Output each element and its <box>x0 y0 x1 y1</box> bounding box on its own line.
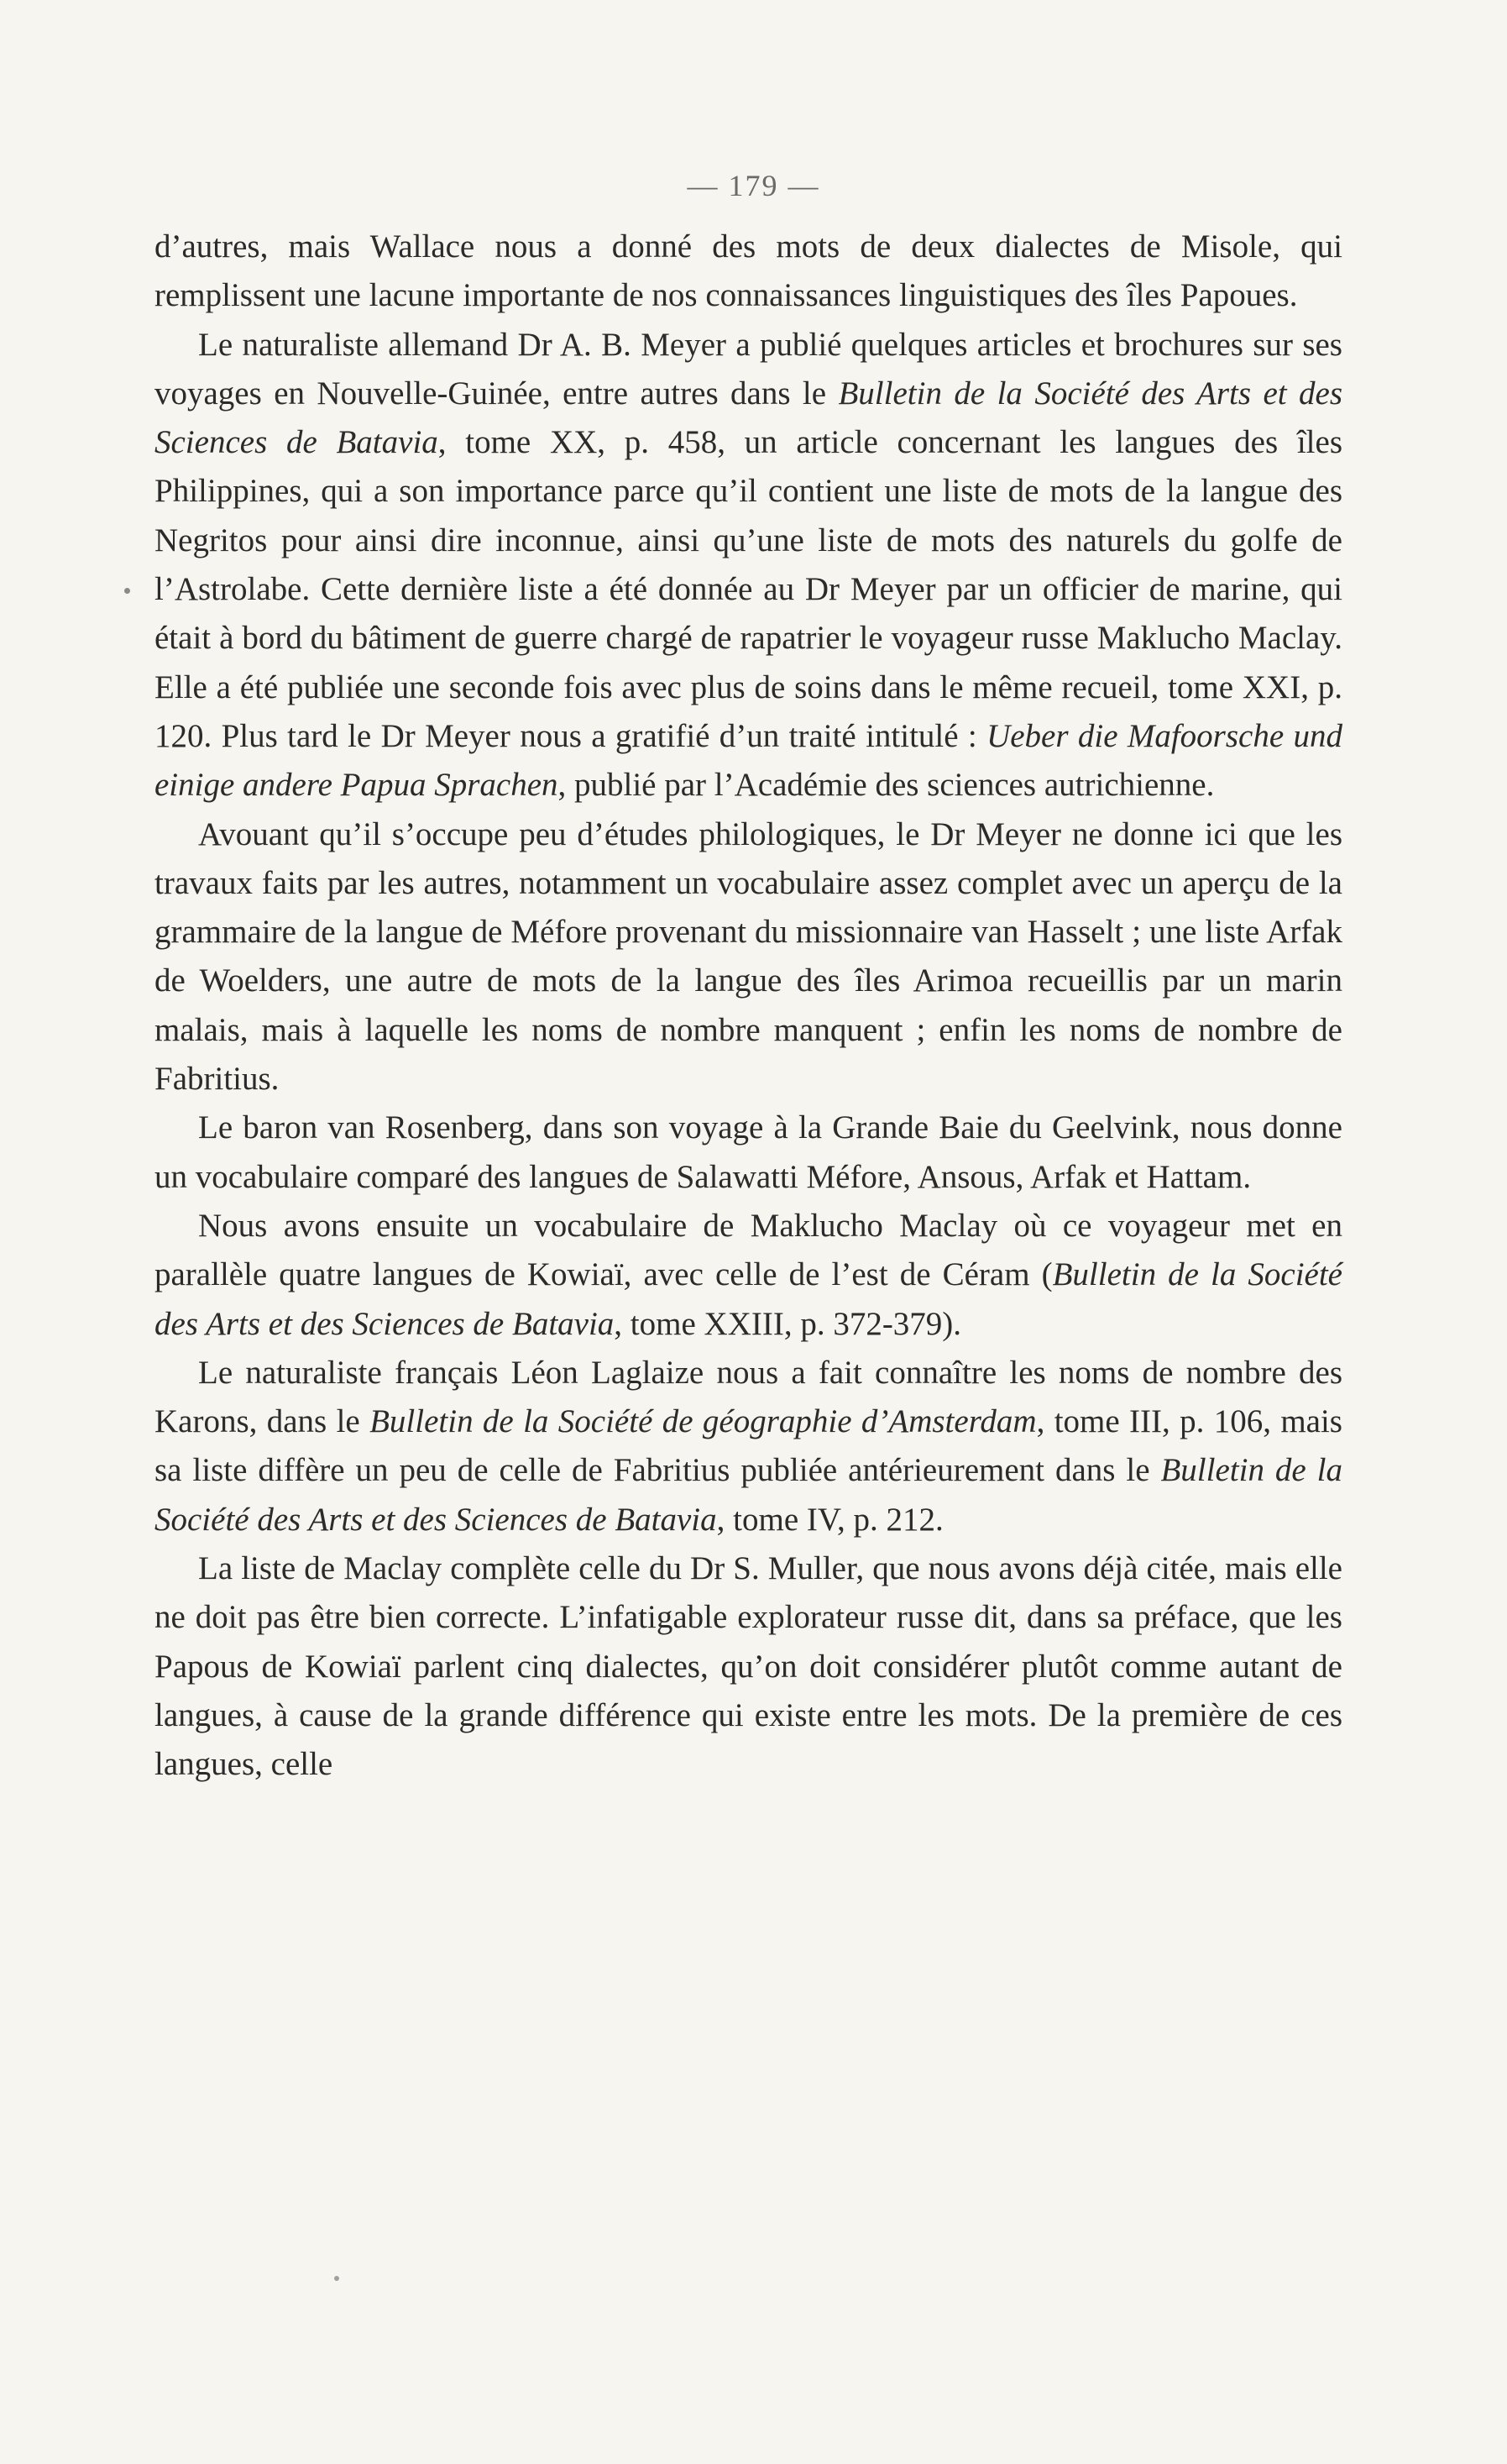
italic-title: Bulletin de la Société des Arts et des Sciences de Batavia <box>154 1452 1342 1538</box>
text-run: , tome XX, p. 458, un article concernant les langues des îles Philippines, qui a son importance parce qu’il contient une liste de mots de la langue des Negritos pour ainsi dire inconnue, ainsi qu’une liste de mots des naturels du golfe de l’Astrolabe. Cette dernière liste a été donnée au Dr Meyer par un officier de marine, qui était à bord du bâtiment de guerre chargé de rapatrier le voyageur russe Maklucho Maclay. Elle a été publiée une seconde fois avec plus de soins dans le même recueil, tome XXI, p. 120. Plus tard le Dr Meyer nous a gratifié d’un traité intitulé : <box>154 424 1342 754</box>
page-number: — 179 — <box>687 169 820 202</box>
paper-speck <box>334 2276 339 2281</box>
text-run: , tome IV, p. 212. <box>716 1501 944 1538</box>
paragraph <box>154 1544 1342 1789</box>
text-run: La liste de Maclay complète celle du Dr S. Muller, que nous avons déjà citée, mais elle ne doit pas être bien correcte. L’infatigable explorateur russe dit, dans sa préface, que les Papous de Kowiaï parlent cinq dialectes, qu’on doit considérer plutôt comme autant de langues, à cause de la grande différence qui existe entre les mots. De la première de ces langues, celle <box>154 1550 1342 1783</box>
text-run: Le baron van Rosenberg, dans son voyage à la Grande Baie du Geelvink, nous donne un vocabulaire comparé des langues de Salawatti Méfore, Ansous, Arfak et Hattam. <box>154 1109 1342 1195</box>
text-run: , tome III, p. 106, mais sa liste diffère un peu de celle de Fabritius publiée antérieurement dans le <box>154 1403 1342 1489</box>
text-run: Le naturaliste allemand Dr A. B. Meyer a publié quelques articles et brochures sur ses voyages en Nouvelle-Guinée, entre autres dans le <box>154 326 1342 412</box>
text-run: , publié par l’Académie des sciences autrichienne. <box>557 767 1215 804</box>
body-text <box>154 223 1342 1790</box>
italic-title: Bulletin de la Société des Arts et des Sciences de Batavia <box>154 375 1342 461</box>
text-run: Nous avons ensuite un vocabulaire de Maklucho Maclay où ce voyageur met en parallèle quatre langues de Kowiaï, avec celle de l’est de Céram ( <box>154 1207 1342 1293</box>
paragraph <box>154 1349 1342 1544</box>
margin-mark <box>124 588 130 594</box>
italic-title: Ueber die Mafoorsche und einige andere Papua Sprachen <box>154 717 1342 804</box>
text-run: d’autres, mais Wallace nous a donné des mots de deux dialectes de Misole, qui remplissent une lacune importante de nos connaissances linguistiques des îles Papoues. <box>154 228 1342 314</box>
paragraph <box>154 1104 1342 1202</box>
italic-title: Bulletin de la Société de géographie d’Amsterdam <box>369 1403 1037 1440</box>
paragraph <box>154 223 1342 321</box>
paragraph <box>154 810 1342 1104</box>
paragraph <box>154 321 1342 810</box>
paragraph <box>154 1202 1342 1349</box>
text-run: , tome XXIII, p. 372-379). <box>614 1305 962 1342</box>
italic-title: Bulletin de la Société des Arts et des Sciences de Batavia <box>154 1256 1342 1342</box>
text-run: Avouant qu’il s’occupe peu d’études philologiques, le Dr Meyer ne donne ici que les travaux faits par les autres, notamment un vocabulaire assez complet avec un aperçu de la grammaire de la langue de Méfore provenant du missionnaire van Hasselt ; une liste Arfak de Woelders, une autre de mots de la langue des îles Arimoa recueillis par un marin malais, mais à laquelle les noms de nombre manquent ; enfin les noms de nombre de Fabritius. <box>154 815 1342 1098</box>
text-run: Le naturaliste français Léon Laglaize nous a fait connaître les noms de nombre des Karons, dans le <box>154 1354 1342 1440</box>
